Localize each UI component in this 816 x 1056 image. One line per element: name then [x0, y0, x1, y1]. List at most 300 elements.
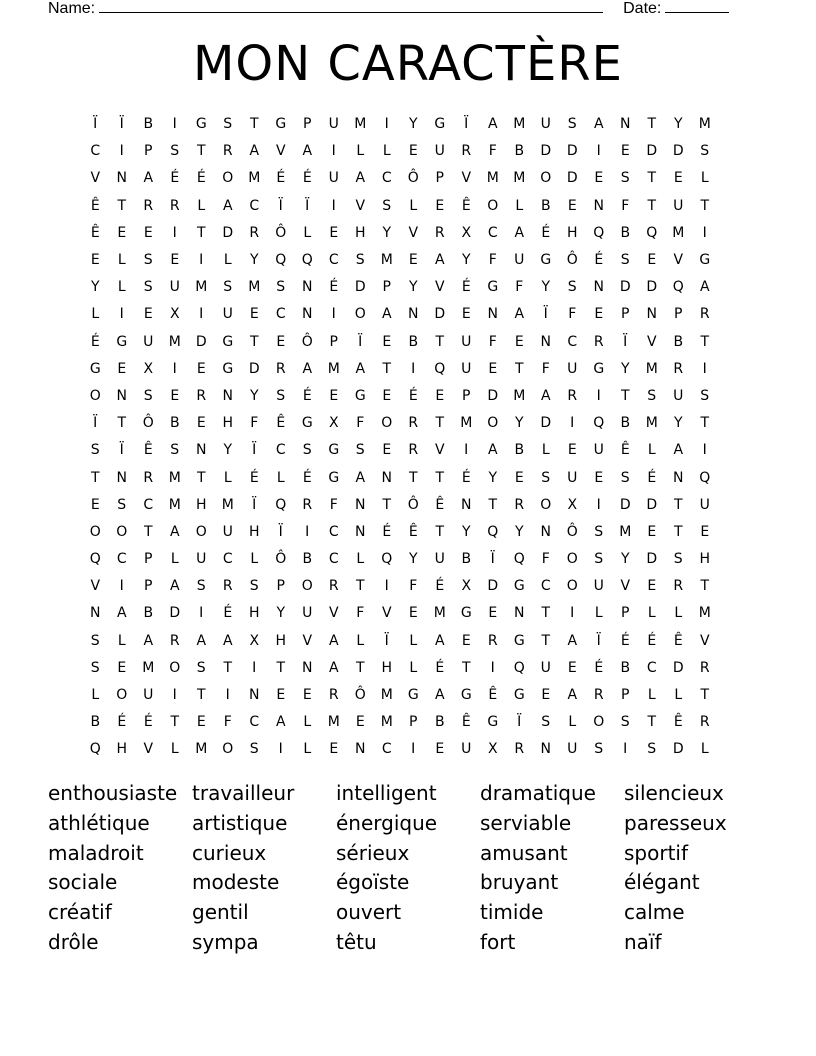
grid-letter[interactable]: Q	[89, 741, 101, 758]
grid-letter[interactable]: P	[462, 387, 471, 404]
grid-letter[interactable]: S	[143, 387, 153, 404]
grid-letter[interactable]: A	[381, 306, 392, 323]
grid-letter[interactable]: H	[566, 224, 578, 241]
grid-letter[interactable]: B	[514, 143, 525, 160]
grid-letter[interactable]: E	[90, 252, 100, 269]
grid-letter[interactable]: É	[302, 387, 312, 404]
grid-letter[interactable]: M	[168, 333, 181, 350]
grid-letter[interactable]: U	[143, 333, 154, 350]
grid-letter[interactable]: Q	[672, 279, 684, 296]
grid-letter[interactable]: V	[302, 632, 313, 649]
grid-letter[interactable]: N	[249, 687, 260, 704]
grid-letter[interactable]: H	[195, 496, 207, 513]
grid-letter[interactable]: R	[434, 224, 445, 241]
grid-letter[interactable]: M	[168, 469, 181, 486]
grid-letter[interactable]: C	[381, 741, 392, 758]
grid-letter[interactable]: Ê	[461, 197, 471, 214]
grid-letter[interactable]: Ê	[620, 442, 630, 459]
grid-letter[interactable]: U	[567, 741, 578, 758]
grid-letter[interactable]: X	[487, 741, 498, 758]
grid-letter[interactable]: T	[673, 496, 683, 513]
grid-letter[interactable]: D	[672, 143, 684, 160]
grid-letter[interactable]: T	[488, 496, 498, 513]
grid-letter[interactable]: Ï	[93, 116, 98, 133]
grid-letter[interactable]: L	[515, 197, 524, 214]
grid-letter[interactable]: D	[169, 605, 181, 622]
grid-letter[interactable]: R	[328, 578, 339, 595]
grid-letter[interactable]: F	[621, 197, 630, 214]
grid-letter[interactable]: P	[409, 714, 418, 731]
grid-letter[interactable]: Ê	[673, 714, 683, 731]
grid-letter[interactable]: G	[328, 469, 340, 486]
grid-letter[interactable]: I	[384, 116, 389, 133]
grid-letter[interactable]: R	[169, 632, 180, 649]
grid-letter[interactable]: S	[647, 741, 657, 758]
grid-letter[interactable]: A	[355, 170, 366, 187]
grid-letter[interactable]: E	[276, 333, 286, 350]
grid-letter[interactable]: N	[116, 469, 127, 486]
grid-letter[interactable]: Ï	[596, 632, 601, 649]
grid-letter[interactable]: V	[90, 170, 101, 187]
grid-letter[interactable]: I	[119, 578, 124, 595]
grid-letter[interactable]: P	[144, 143, 153, 160]
grid-letter[interactable]: L	[117, 279, 126, 296]
grid-letter[interactable]: L	[117, 252, 126, 269]
grid-letter[interactable]: E	[567, 659, 577, 676]
grid-letter[interactable]: Ï	[119, 116, 124, 133]
grid-letter[interactable]: L	[409, 197, 418, 214]
grid-letter[interactable]: R	[699, 714, 710, 731]
grid-letter[interactable]: B	[540, 197, 551, 214]
grid-letter[interactable]: P	[329, 333, 338, 350]
grid-letter[interactable]: E	[647, 523, 657, 540]
grid-letter[interactable]: U	[540, 116, 551, 133]
grid-letter[interactable]: N	[116, 387, 127, 404]
grid-letter[interactable]: I	[596, 143, 601, 160]
grid-letter[interactable]: C	[116, 551, 127, 568]
grid-letter[interactable]: D	[540, 143, 552, 160]
grid-letter[interactable]: O	[89, 523, 101, 540]
grid-letter[interactable]: Ï	[305, 197, 310, 214]
grid-letter[interactable]: A	[593, 116, 604, 133]
grid-letter[interactable]: N	[540, 333, 551, 350]
grid-letter[interactable]: S	[594, 741, 604, 758]
grid-letter[interactable]: T	[700, 197, 710, 214]
grid-letter[interactable]: Y	[673, 415, 683, 432]
grid-letter[interactable]: É	[143, 714, 153, 731]
grid-letter[interactable]: S	[541, 469, 551, 486]
grid-letter[interactable]: O	[487, 197, 499, 214]
grid-letter[interactable]: A	[196, 632, 207, 649]
grid-letter[interactable]: B	[620, 224, 631, 241]
grid-letter[interactable]: L	[409, 632, 418, 649]
grid-letter[interactable]: V	[673, 252, 684, 269]
grid-letter[interactable]: P	[621, 306, 630, 323]
grid-letter[interactable]: É	[223, 605, 233, 622]
grid-letter[interactable]: I	[199, 252, 204, 269]
grid-letter[interactable]: I	[411, 360, 416, 377]
grid-letter[interactable]: A	[275, 714, 286, 731]
grid-letter[interactable]: É	[249, 469, 259, 486]
grid-letter[interactable]: É	[276, 170, 286, 187]
grid-letter[interactable]: B	[302, 551, 313, 568]
grid-letter[interactable]: P	[382, 279, 391, 296]
grid-letter[interactable]: T	[223, 659, 233, 676]
grid-letter[interactable]: R	[567, 387, 578, 404]
grid-letter[interactable]: U	[593, 442, 604, 459]
grid-letter[interactable]: Y	[541, 279, 551, 296]
grid-letter[interactable]: O	[222, 170, 234, 187]
grid-letter[interactable]: F	[515, 279, 524, 296]
grid-letter[interactable]: N	[355, 741, 366, 758]
grid-letter[interactable]: N	[646, 306, 657, 323]
grid-letter[interactable]: F	[356, 605, 365, 622]
grid-letter[interactable]: M	[460, 415, 473, 432]
grid-letter[interactable]: Ô	[407, 170, 419, 187]
grid-letter[interactable]: R	[408, 415, 419, 432]
grid-letter[interactable]: B	[143, 605, 154, 622]
grid-letter[interactable]: I	[252, 659, 257, 676]
grid-letter[interactable]: Ï	[278, 197, 283, 214]
grid-letter[interactable]: L	[197, 197, 206, 214]
grid-letter[interactable]: U	[222, 306, 233, 323]
grid-letter[interactable]: M	[619, 523, 632, 540]
grid-letter[interactable]: I	[199, 306, 204, 323]
grid-letter[interactable]: Ô	[354, 687, 366, 704]
grid-letter[interactable]: B	[461, 551, 472, 568]
grid-letter[interactable]: Ê	[90, 224, 100, 241]
grid-letter[interactable]: B	[408, 333, 419, 350]
grid-letter[interactable]: Q	[89, 551, 101, 568]
grid-letter[interactable]: G	[460, 687, 472, 704]
grid-letter[interactable]: O	[89, 387, 101, 404]
grid-letter[interactable]: D	[248, 360, 260, 377]
grid-letter[interactable]: R	[699, 659, 710, 676]
grid-letter[interactable]: T	[382, 360, 392, 377]
grid-letter[interactable]: B	[620, 659, 631, 676]
grid-letter[interactable]: I	[172, 116, 177, 133]
grid-letter[interactable]: G	[328, 442, 340, 459]
grid-letter[interactable]: E	[435, 741, 445, 758]
grid-letter[interactable]: M	[486, 170, 499, 187]
grid-letter[interactable]: T	[355, 578, 365, 595]
grid-letter[interactable]: H	[699, 551, 711, 568]
grid-letter[interactable]: S	[143, 252, 153, 269]
grid-letter[interactable]: U	[302, 605, 313, 622]
grid-letter[interactable]: D	[646, 143, 658, 160]
grid-letter[interactable]: E	[408, 605, 418, 622]
grid-letter[interactable]: T	[117, 415, 127, 432]
grid-letter[interactable]: E	[647, 252, 657, 269]
grid-letter[interactable]: A	[434, 632, 445, 649]
grid-letter[interactable]: E	[408, 252, 418, 269]
grid-letter[interactable]: L	[91, 306, 100, 323]
grid-letter[interactable]: P	[144, 551, 153, 568]
grid-letter[interactable]: V	[328, 605, 339, 622]
grid-letter[interactable]: T	[196, 469, 206, 486]
grid-letter[interactable]: É	[90, 333, 100, 350]
grid-letter[interactable]: Ô	[566, 252, 578, 269]
grid-letter[interactable]: V	[355, 197, 366, 214]
grid-letter[interactable]: E	[700, 523, 710, 540]
grid-letter[interactable]: G	[407, 687, 419, 704]
grid-letter[interactable]: A	[540, 387, 551, 404]
grid-letter[interactable]: C	[381, 170, 392, 187]
grid-letter[interactable]: T	[196, 143, 206, 160]
grid-letter[interactable]: M	[645, 415, 658, 432]
grid-letter[interactable]: E	[117, 659, 127, 676]
grid-letter[interactable]: Ê	[143, 442, 153, 459]
grid-letter[interactable]: R	[196, 387, 207, 404]
grid-letter[interactable]: M	[672, 224, 685, 241]
grid-letter[interactable]: V	[699, 632, 710, 649]
grid-letter[interactable]: L	[117, 632, 126, 649]
grid-letter[interactable]: Ô	[301, 333, 313, 350]
grid-letter[interactable]: G	[222, 333, 234, 350]
grid-letter[interactable]: U	[328, 170, 339, 187]
grid-letter[interactable]: R	[222, 578, 233, 595]
grid-letter[interactable]: É	[170, 170, 180, 187]
grid-letter[interactable]: M	[698, 116, 711, 133]
grid-letter[interactable]: Y	[276, 605, 286, 622]
grid-letter[interactable]: I	[172, 360, 177, 377]
grid-letter[interactable]: N	[196, 442, 207, 459]
grid-letter[interactable]: S	[302, 442, 312, 459]
grid-letter[interactable]: E	[382, 333, 392, 350]
grid-letter[interactable]: G	[301, 415, 313, 432]
grid-letter[interactable]: D	[222, 224, 234, 241]
grid-letter[interactable]: P	[674, 306, 683, 323]
grid-letter[interactable]: D	[487, 578, 499, 595]
grid-letter[interactable]: Ô	[275, 551, 287, 568]
grid-letter[interactable]: Ô	[275, 224, 287, 241]
grid-letter[interactable]: L	[356, 551, 365, 568]
grid-letter[interactable]: E	[594, 306, 604, 323]
grid-letter[interactable]: R	[328, 687, 339, 704]
grid-letter[interactable]: T	[700, 578, 710, 595]
grid-letter[interactable]: O	[301, 578, 313, 595]
grid-letter[interactable]: L	[594, 605, 603, 622]
grid-letter[interactable]: T	[249, 333, 259, 350]
grid-letter[interactable]: M	[433, 605, 446, 622]
grid-letter[interactable]: E	[302, 687, 312, 704]
grid-letter[interactable]: P	[621, 687, 630, 704]
grid-letter[interactable]: Ê	[461, 714, 471, 731]
grid-letter[interactable]: S	[249, 578, 259, 595]
grid-letter[interactable]: T	[647, 197, 657, 214]
grid-letter[interactable]: G	[593, 360, 605, 377]
grid-letter[interactable]: R	[275, 360, 286, 377]
grid-letter[interactable]: É	[382, 523, 392, 540]
grid-letter[interactable]: V	[434, 442, 445, 459]
grid-letter[interactable]: C	[540, 578, 551, 595]
grid-letter[interactable]: E	[620, 143, 630, 160]
grid-letter[interactable]: L	[647, 442, 656, 459]
grid-letter[interactable]: C	[275, 442, 286, 459]
grid-letter[interactable]: S	[594, 551, 604, 568]
grid-letter[interactable]: S	[90, 442, 100, 459]
grid-letter[interactable]: Y	[408, 551, 418, 568]
grid-letter[interactable]: S	[594, 523, 604, 540]
grid-letter[interactable]: B	[169, 415, 180, 432]
grid-letter[interactable]: P	[621, 605, 630, 622]
grid-letter[interactable]: É	[461, 279, 471, 296]
grid-letter[interactable]: S	[541, 714, 551, 731]
grid-letter[interactable]: D	[566, 170, 578, 187]
grid-letter[interactable]: Ô	[566, 523, 578, 540]
grid-letter[interactable]: M	[645, 360, 658, 377]
grid-letter[interactable]: Y	[223, 442, 233, 459]
grid-letter[interactable]: Ê	[488, 687, 498, 704]
grid-letter[interactable]: E	[488, 605, 498, 622]
grid-letter[interactable]: C	[275, 306, 286, 323]
grid-letter[interactable]: M	[248, 279, 261, 296]
grid-letter[interactable]: Ï	[490, 551, 495, 568]
grid-letter[interactable]: E	[143, 306, 153, 323]
grid-letter[interactable]: B	[620, 415, 631, 432]
grid-letter[interactable]: G	[116, 333, 128, 350]
grid-letter[interactable]: I	[702, 442, 707, 459]
grid-letter[interactable]: H	[248, 605, 260, 622]
grid-letter[interactable]: O	[566, 551, 578, 568]
grid-letter[interactable]: R	[514, 741, 525, 758]
grid-letter[interactable]: G	[460, 605, 472, 622]
grid-letter[interactable]: T	[249, 116, 259, 133]
grid-letter[interactable]: O	[381, 415, 393, 432]
grid-letter[interactable]: Ô	[407, 496, 419, 513]
grid-letter[interactable]: A	[249, 143, 260, 160]
grid-letter[interactable]: A	[434, 687, 445, 704]
grid-letter[interactable]: E	[514, 469, 524, 486]
grid-letter[interactable]: E	[90, 496, 100, 513]
grid-letter[interactable]: Ï	[384, 632, 389, 649]
grid-letter[interactable]: I	[702, 360, 707, 377]
grid-letter[interactable]: D	[566, 143, 578, 160]
grid-letter[interactable]: V	[143, 741, 154, 758]
grid-letter[interactable]: R	[169, 197, 180, 214]
grid-letter[interactable]: T	[90, 469, 100, 486]
grid-letter[interactable]: P	[303, 116, 312, 133]
grid-letter[interactable]: O	[222, 741, 234, 758]
grid-letter[interactable]: E	[594, 469, 604, 486]
grid-letter[interactable]: V	[381, 605, 392, 622]
grid-letter[interactable]: U	[540, 659, 551, 676]
grid-letter[interactable]: É	[117, 714, 127, 731]
grid-letter[interactable]: A	[699, 279, 710, 296]
grid-letter[interactable]: O	[116, 687, 128, 704]
grid-letter[interactable]: Ï	[252, 442, 257, 459]
grid-letter[interactable]: N	[593, 279, 604, 296]
grid-letter[interactable]: I	[411, 741, 416, 758]
grid-letter[interactable]: X	[169, 306, 180, 323]
grid-letter[interactable]: G	[275, 116, 287, 133]
grid-letter[interactable]: S	[276, 387, 286, 404]
grid-letter[interactable]: R	[699, 306, 710, 323]
grid-letter[interactable]: L	[647, 605, 656, 622]
grid-letter[interactable]: E	[461, 632, 471, 649]
grid-letter[interactable]: A	[487, 442, 498, 459]
grid-letter[interactable]: D	[487, 387, 499, 404]
grid-letter[interactable]: V	[275, 143, 286, 160]
grid-letter[interactable]: G	[89, 360, 101, 377]
grid-letter[interactable]: N	[222, 387, 233, 404]
grid-letter[interactable]: S	[382, 197, 392, 214]
grid-letter[interactable]: N	[461, 496, 472, 513]
grid-letter[interactable]: M	[221, 496, 234, 513]
grid-letter[interactable]: É	[302, 469, 312, 486]
grid-letter[interactable]: D	[646, 551, 658, 568]
grid-letter[interactable]: I	[172, 687, 177, 704]
grid-letter[interactable]: F	[488, 143, 497, 160]
grid-letter[interactable]: D	[195, 333, 207, 350]
grid-letter[interactable]: R	[487, 632, 498, 649]
grid-letter[interactable]: S	[170, 442, 180, 459]
grid-letter[interactable]: L	[303, 741, 312, 758]
grid-letter[interactable]: E	[143, 224, 153, 241]
grid-letter[interactable]: S	[620, 714, 630, 731]
grid-letter[interactable]: V	[434, 279, 445, 296]
grid-letter[interactable]: T	[647, 714, 657, 731]
grid-letter[interactable]: U	[328, 116, 339, 133]
grid-letter[interactable]: Ê	[90, 197, 100, 214]
grid-letter[interactable]: S	[196, 659, 206, 676]
grid-letter[interactable]: E	[647, 578, 657, 595]
grid-letter[interactable]: U	[567, 360, 578, 377]
grid-letter[interactable]: L	[647, 687, 656, 704]
grid-letter[interactable]: T	[461, 659, 471, 676]
grid-letter[interactable]: G	[195, 116, 207, 133]
grid-letter[interactable]: N	[487, 306, 498, 323]
grid-letter[interactable]: Y	[620, 360, 630, 377]
grid-letter[interactable]: T	[382, 496, 392, 513]
grid-letter[interactable]: I	[225, 687, 230, 704]
grid-letter[interactable]: É	[647, 632, 657, 649]
grid-letter[interactable]: E	[249, 306, 259, 323]
grid-letter[interactable]: E	[435, 387, 445, 404]
grid-letter[interactable]: A	[302, 143, 313, 160]
grid-letter[interactable]: R	[593, 687, 604, 704]
grid-letter[interactable]: P	[144, 578, 153, 595]
grid-letter[interactable]: T	[276, 659, 286, 676]
grid-letter[interactable]: U	[222, 523, 233, 540]
grid-letter[interactable]: A	[143, 170, 154, 187]
grid-letter[interactable]: U	[567, 469, 578, 486]
grid-letter[interactable]: L	[223, 469, 232, 486]
grid-letter[interactable]: E	[170, 252, 180, 269]
grid-letter[interactable]: Y	[382, 224, 392, 241]
grid-letter[interactable]: A	[567, 632, 578, 649]
grid-letter[interactable]: C	[143, 496, 154, 513]
grid-letter[interactable]: V	[90, 578, 101, 595]
grid-letter[interactable]: R	[143, 197, 154, 214]
grid-letter[interactable]: A	[169, 523, 180, 540]
grid-letter[interactable]: Ï	[93, 415, 98, 432]
grid-letter[interactable]: C	[90, 143, 101, 160]
grid-letter[interactable]: T	[514, 360, 524, 377]
grid-letter[interactable]: S	[673, 551, 683, 568]
grid-letter[interactable]: L	[276, 469, 285, 486]
grid-letter[interactable]: S	[223, 116, 233, 133]
grid-letter[interactable]: T	[435, 415, 445, 432]
grid-letter[interactable]: M	[195, 279, 208, 296]
grid-letter[interactable]: E	[567, 442, 577, 459]
grid-letter[interactable]: I	[331, 197, 336, 214]
grid-letter[interactable]: D	[434, 306, 446, 323]
grid-letter[interactable]: V	[461, 170, 472, 187]
grid-letter[interactable]: Q	[513, 551, 525, 568]
grid-letter[interactable]: H	[222, 415, 234, 432]
name-field[interactable]	[99, 0, 603, 13]
